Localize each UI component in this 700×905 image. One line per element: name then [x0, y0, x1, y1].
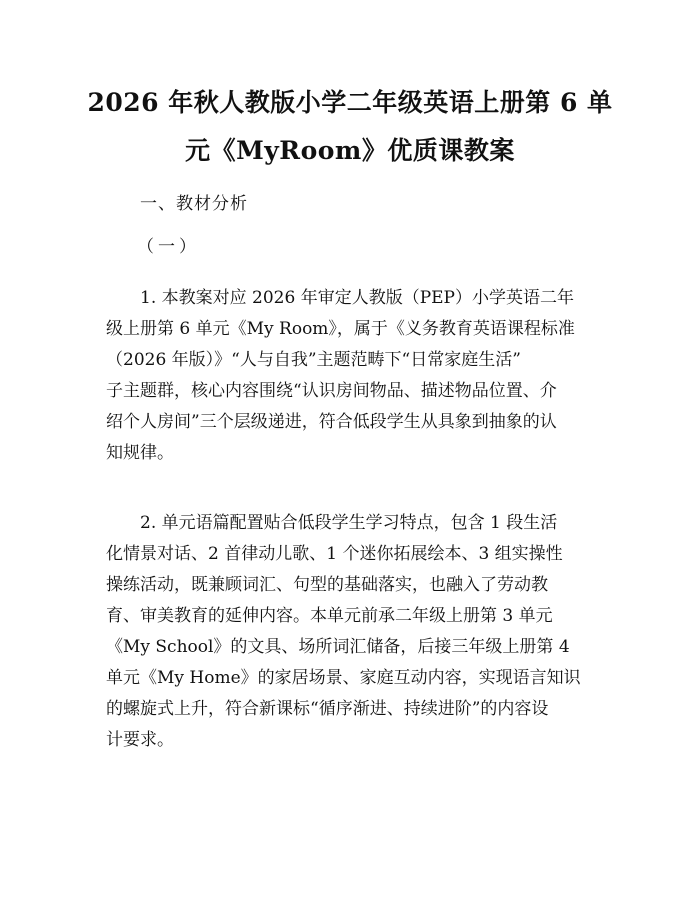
paragraph-line: 绍个人房间”三个层级递进，符合低段学生从具象到抽象的认: [106, 412, 557, 432]
paragraph-line: 1. 本教案对应 2026 年审定人教版（PEP）小学英语二年: [140, 288, 574, 308]
subsection-heading: （一）: [137, 237, 200, 257]
paragraph-2: [106, 508, 598, 756]
paragraph-line: 操练活动，既兼顾词汇、句型的基础落实，也融入了劳动教: [106, 575, 548, 595]
paragraph-line: 的螺旋式上升，符合新课标“循序渐进、持续进阶”的内容设: [106, 699, 549, 719]
paragraph-line: 单元《My Home》的家居场景、家庭互动内容，实现语言知识: [106, 668, 581, 688]
paragraph-line: （2026 年版）》“人与自我”主题范畴下“日常家庭生活”: [106, 350, 521, 370]
paragraph-line: 子主题群，核心内容围绕“认识房间物品、描述物品位置、介: [106, 381, 557, 401]
document-title-line-1: 2026 年秋人教版小学二年级英语上册第 6 单: [87, 88, 613, 117]
paragraph-line: 《My School》的文具、场所词汇储备，后接三年级上册第 4: [106, 637, 570, 657]
paragraph-line: 计要求。: [106, 730, 174, 750]
paragraph-line: 化情景对话、2 首律动儿歌、1 个迷你拓展绘本、3 组实操性: [106, 544, 563, 564]
paragraph-line: 级上册第 6 单元《My Room》，属于《义务教育英语课程标准: [106, 319, 575, 339]
paragraph-line: 2. 单元语篇配置贴合低段学生学习特点，包含 1 段生活: [140, 513, 558, 533]
paragraph-line: 知规律。: [106, 443, 174, 463]
section-heading: 一、教材分析: [140, 194, 248, 214]
document-title-line-2: 元《MyRoom》优质课教案: [185, 136, 515, 165]
paragraph-1: [106, 283, 598, 469]
paragraph-line: 育、审美教育的延伸内容。本单元前承二年级上册第 3 单元: [106, 606, 553, 626]
